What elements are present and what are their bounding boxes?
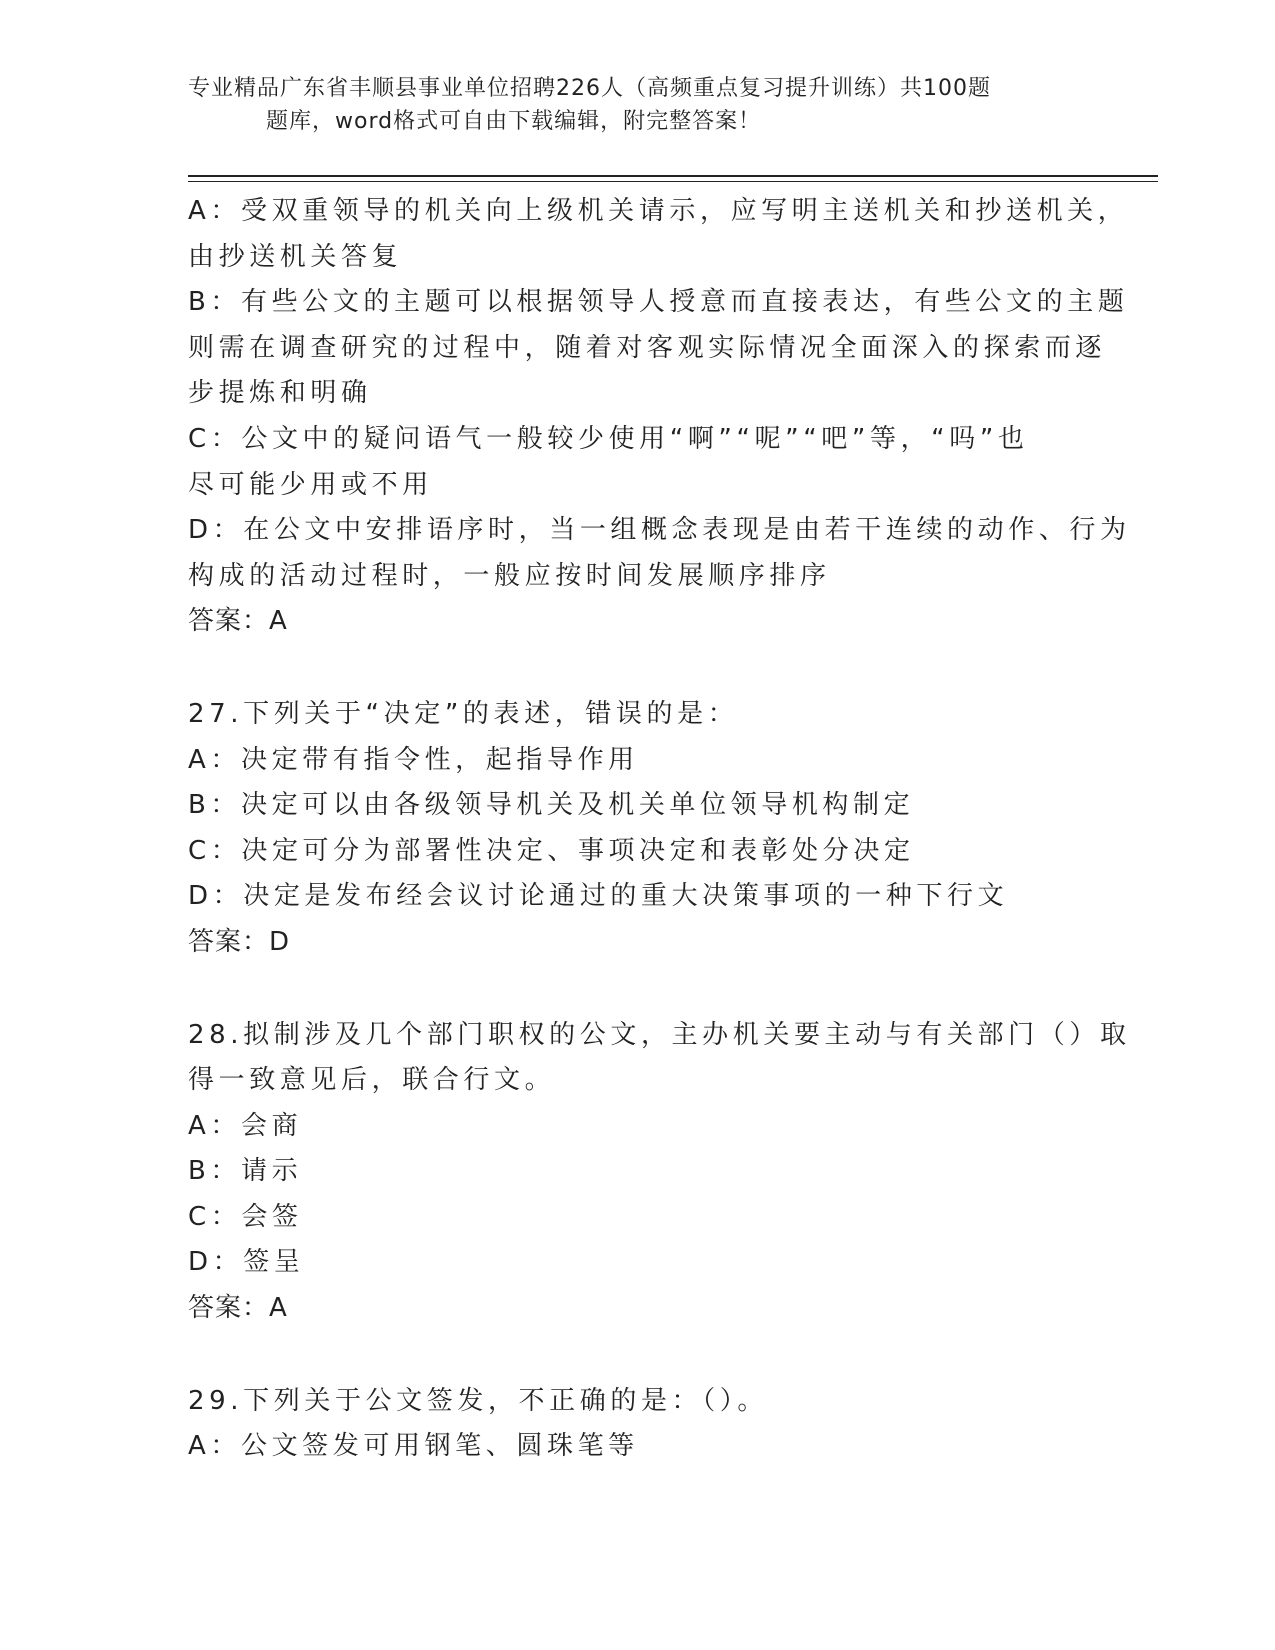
q28-option-d: D：签呈: [188, 1247, 305, 1278]
q26-option-b-line-1: B：有些公文的主题可以根据领导人授意而直接表达，有些公文的主题: [188, 287, 1129, 318]
q28-option-b: B：请示: [188, 1156, 303, 1187]
q27-answer: 答案：D: [188, 926, 291, 957]
q26-option-c-line-1: C：公文中的疑问语气一般较少使用“啊”“呢”“吧”等，“吗”也: [188, 423, 1029, 454]
q26-option-d-line-1: D：在公文中安排语序时，当一组概念表现是由若干连续的动作、行为: [188, 515, 1131, 546]
question-29: [188, 1379, 1078, 1470]
header-title-line-2: 题库，word格式可自由下载编辑，附完整答案！: [266, 109, 762, 134]
q27-option-c: C：决定可分为部署性决定、事项决定和表彰处分决定: [188, 835, 915, 866]
q26-option-b-line-3: 步提炼和明确: [188, 378, 372, 409]
q26-option-b-line-2: 则需在调查研究的过程中，随着对客观实际情况全面深入的探索而逐: [188, 332, 1107, 363]
q28-question-line-2: 得一致意见后，联合行文。: [188, 1065, 556, 1096]
question-28: [188, 1013, 1131, 1332]
q28-question-line-1: 28.拟制涉及几个部门职权的公文，主办机关要主动与有关部门（）取: [188, 1019, 1131, 1050]
q28-option-a: A：会商: [188, 1110, 303, 1141]
q29-question: 29.下列关于公文签发，不正确的是：（）。: [188, 1385, 768, 1416]
q26-option-a-line-1: A：受双重领导的机关向上级机关请示，应写明主送机关和抄送机关，: [188, 196, 1129, 226]
q26-option-c-line-2: 尽可能少用或不用: [188, 469, 433, 500]
q27-question: 27.下列关于“决定”的表述，错误的是：: [188, 698, 739, 729]
question-27: [188, 692, 1078, 966]
q29-option-a: A：公文签发可用钢笔、圆珠笔等: [188, 1431, 639, 1462]
q28-answer: 答案：A: [188, 1293, 288, 1324]
q27-option-a: A：决定带有指令性，起指导作用: [188, 744, 639, 775]
q27-option-b: B：决定可以由各级领导机关及机关单位领导机构制定: [188, 790, 915, 821]
header-rule-thick: [188, 175, 1158, 177]
q27-option-d: D：决定是发布经会议讨论通过的重大决策事项的一种下行文: [188, 881, 1009, 912]
document-header: [188, 72, 1078, 138]
document-body: [188, 189, 1131, 1470]
q28-option-c: C：会签: [188, 1201, 303, 1232]
header-rule-thin: [188, 181, 1158, 182]
q26-option-d-line-2: 构成的活动过程时，一般应按时间发展顺序排序: [188, 560, 831, 591]
question-26: [188, 189, 1131, 645]
header-title-line-1: 专业精品广东省丰顺县事业单位招聘226人（高频重点复习提升训练）共100题: [188, 76, 991, 101]
q26-answer: 答案：A: [188, 606, 288, 637]
q26-option-a-line-2: 由抄送机关答复: [188, 241, 403, 272]
